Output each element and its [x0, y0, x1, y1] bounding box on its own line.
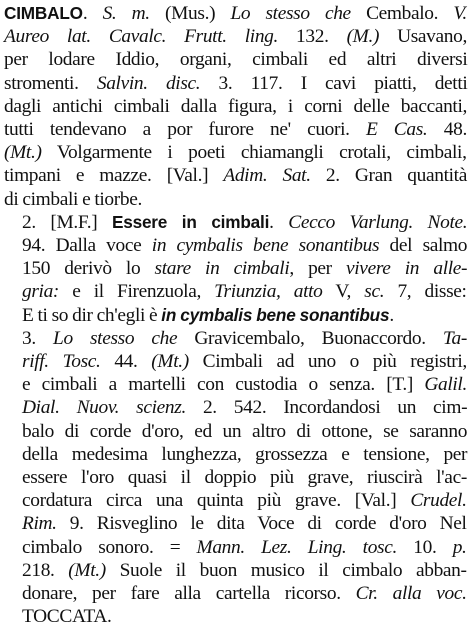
text-run: Cembalo. — [350, 3, 454, 24]
text-run: di cimbali e tiorbe. — [4, 188, 142, 210]
text-run: E ti so dir ch'egli è — [22, 304, 162, 326]
text-run: 7, disse: — [384, 281, 467, 303]
text-run: e il Firenzuola, — [59, 281, 215, 303]
text-run: 2. 542. Incordandosi un cim- — [185, 397, 468, 419]
small-caps-term: TOCCATA. — [22, 606, 112, 628]
text-run: 150 derivò lo — [22, 258, 155, 280]
text-line — [4, 443, 467, 466]
text-line — [4, 234, 467, 257]
text-run: (Mus.) — [149, 3, 231, 24]
text-run: Usavano, — [379, 26, 467, 48]
italic-citation: Triunzia, atto — [214, 281, 323, 303]
bold-italic-phrase: in cymbalis bene sonantibus — [161, 304, 390, 325]
text-run: per lodare Iddio, organi, cimbali ed altri diversi — [4, 49, 468, 71]
text-run: 48. — [427, 119, 467, 141]
italic-citation: Mann. Lez. Ling. tosc. — [196, 536, 397, 558]
text-run: della medesima lunghezza, grossezza e tensione, per — [22, 443, 468, 465]
sense-2-paragraph — [4, 211, 467, 327]
text-line — [4, 188, 467, 211]
italic-citation: vivere in alle- — [346, 258, 468, 280]
italic-citation: S. m. — [102, 3, 150, 24]
italic-citation: sc. — [364, 281, 385, 303]
text-line — [4, 396, 467, 419]
text-run: . — [269, 211, 289, 233]
text-line — [4, 280, 467, 303]
text-line — [4, 48, 467, 71]
italic-citation: Crudel. — [410, 490, 467, 512]
text-run: 44. — [100, 351, 152, 373]
italic-citation: p. — [452, 536, 467, 558]
text-line — [4, 72, 467, 95]
italic-citation: riff. Tosc. — [22, 351, 101, 373]
text-line — [4, 304, 467, 327]
italic-citation: in cymbalis bene sonantibus — [151, 235, 380, 257]
text-run: , per — [289, 258, 347, 280]
italic-citation: Lo stesso che — [53, 327, 178, 349]
text-run: 94. Dalla voce — [22, 235, 152, 257]
italic-citation: V. — [453, 3, 467, 24]
text-line — [4, 350, 467, 373]
text-run: 2. [M.F.] — [22, 211, 112, 233]
bold-term: Essere in cimbali — [111, 211, 270, 232]
text-run: dagli antichi cimbali dalla figura, i corni delle baccanti, — [4, 95, 468, 117]
text-line — [4, 118, 467, 141]
italic-citation: Salvin. disc. — [96, 72, 201, 94]
text-run: . — [389, 304, 394, 326]
italic-citation: Lo stesso che — [230, 3, 351, 24]
italic-citation: Cecco Varlung. Note. — [288, 211, 468, 233]
text-run: e cimbali a martelli con custodia o senza. [T.] — [22, 374, 425, 396]
text-line — [4, 164, 467, 187]
entry-paragraph — [4, 2, 467, 211]
text-run: 3. 117. I cavi piatti, detti — [200, 72, 468, 94]
text-run: donare, per fare alla cartella ricorso. — [22, 583, 356, 605]
text-line — [4, 512, 467, 535]
italic-citation: Ta- — [442, 327, 467, 349]
text-line — [4, 466, 467, 489]
text-line — [4, 2, 467, 25]
text-line — [4, 582, 467, 605]
italic-citation: E Cas. — [365, 119, 428, 141]
italic-citation: (Mt.) — [68, 559, 106, 581]
text-run: Suole il buon musico il cimbalo abban- — [105, 559, 467, 581]
text-run: V, — [322, 281, 365, 303]
text-run: timpani e mazze. [Val.] — [4, 165, 224, 187]
bold-term: CIMBALO — [4, 3, 83, 23]
italic-citation: (M.) — [346, 26, 380, 48]
text-run: 9. Risveglino le dita Voce di corde d'oro Nel — [56, 513, 467, 535]
sense-3-paragraph — [4, 327, 467, 628]
text-line — [4, 95, 467, 118]
text-run: Cimbali ad uno o più registri, — [188, 351, 467, 373]
italic-citation: Cr. alla voc. — [355, 583, 467, 605]
text-run: Gravicembalo, Buonaccordo. — [177, 327, 443, 349]
italic-citation: stare in cimbali — [154, 258, 290, 280]
text-run: 218. — [22, 559, 69, 581]
italic-citation: (Mt.) — [151, 351, 189, 373]
italic-citation: Galil. — [424, 374, 467, 396]
italic-citation: gria: — [22, 281, 60, 303]
text-run: 10. — [397, 536, 453, 558]
italic-citation: (Mt.) — [4, 142, 42, 164]
italic-citation: Adim. Sat. — [223, 165, 311, 187]
text-line — [4, 257, 467, 280]
text-run: . — [82, 3, 103, 24]
text-run: 3. — [22, 327, 54, 349]
text-line — [4, 559, 467, 582]
text-line — [4, 25, 467, 48]
text-line — [4, 420, 467, 443]
italic-citation: Rim. — [22, 513, 57, 535]
text-line — [4, 536, 467, 559]
text-line — [4, 373, 467, 396]
text-run: essere l'oro quasi il doppio più grave, riuscirà l'ac- — [22, 467, 467, 489]
text-run: balo di corde d'oro, ed un altro di ottone, se saranno — [22, 420, 468, 442]
italic-citation: Dial. Nuov. scienz. — [22, 397, 186, 419]
text-run: 2. Gran quantità — [310, 165, 467, 187]
text-run: Volgarmente i poeti chiamangli crotali, cimbali, — [41, 142, 467, 164]
text-line — [4, 211, 467, 234]
text-run: tutti tendevano a por furore ne' cuori. — [4, 119, 366, 141]
text-run: 132. — [278, 26, 347, 48]
text-run: cordatura circa una quinta più grave. [Val.] — [22, 490, 411, 512]
text-run: stromenti. — [4, 72, 97, 94]
text-line — [4, 605, 467, 628]
text-line — [4, 489, 467, 512]
italic-citation: Aureo lat. Cavalc. Frutt. ling. — [4, 26, 279, 48]
text-line — [4, 327, 467, 350]
text-line — [4, 141, 467, 164]
text-run: del salmo — [379, 235, 468, 257]
text-run: cimbalo sonoro. = — [22, 536, 197, 558]
